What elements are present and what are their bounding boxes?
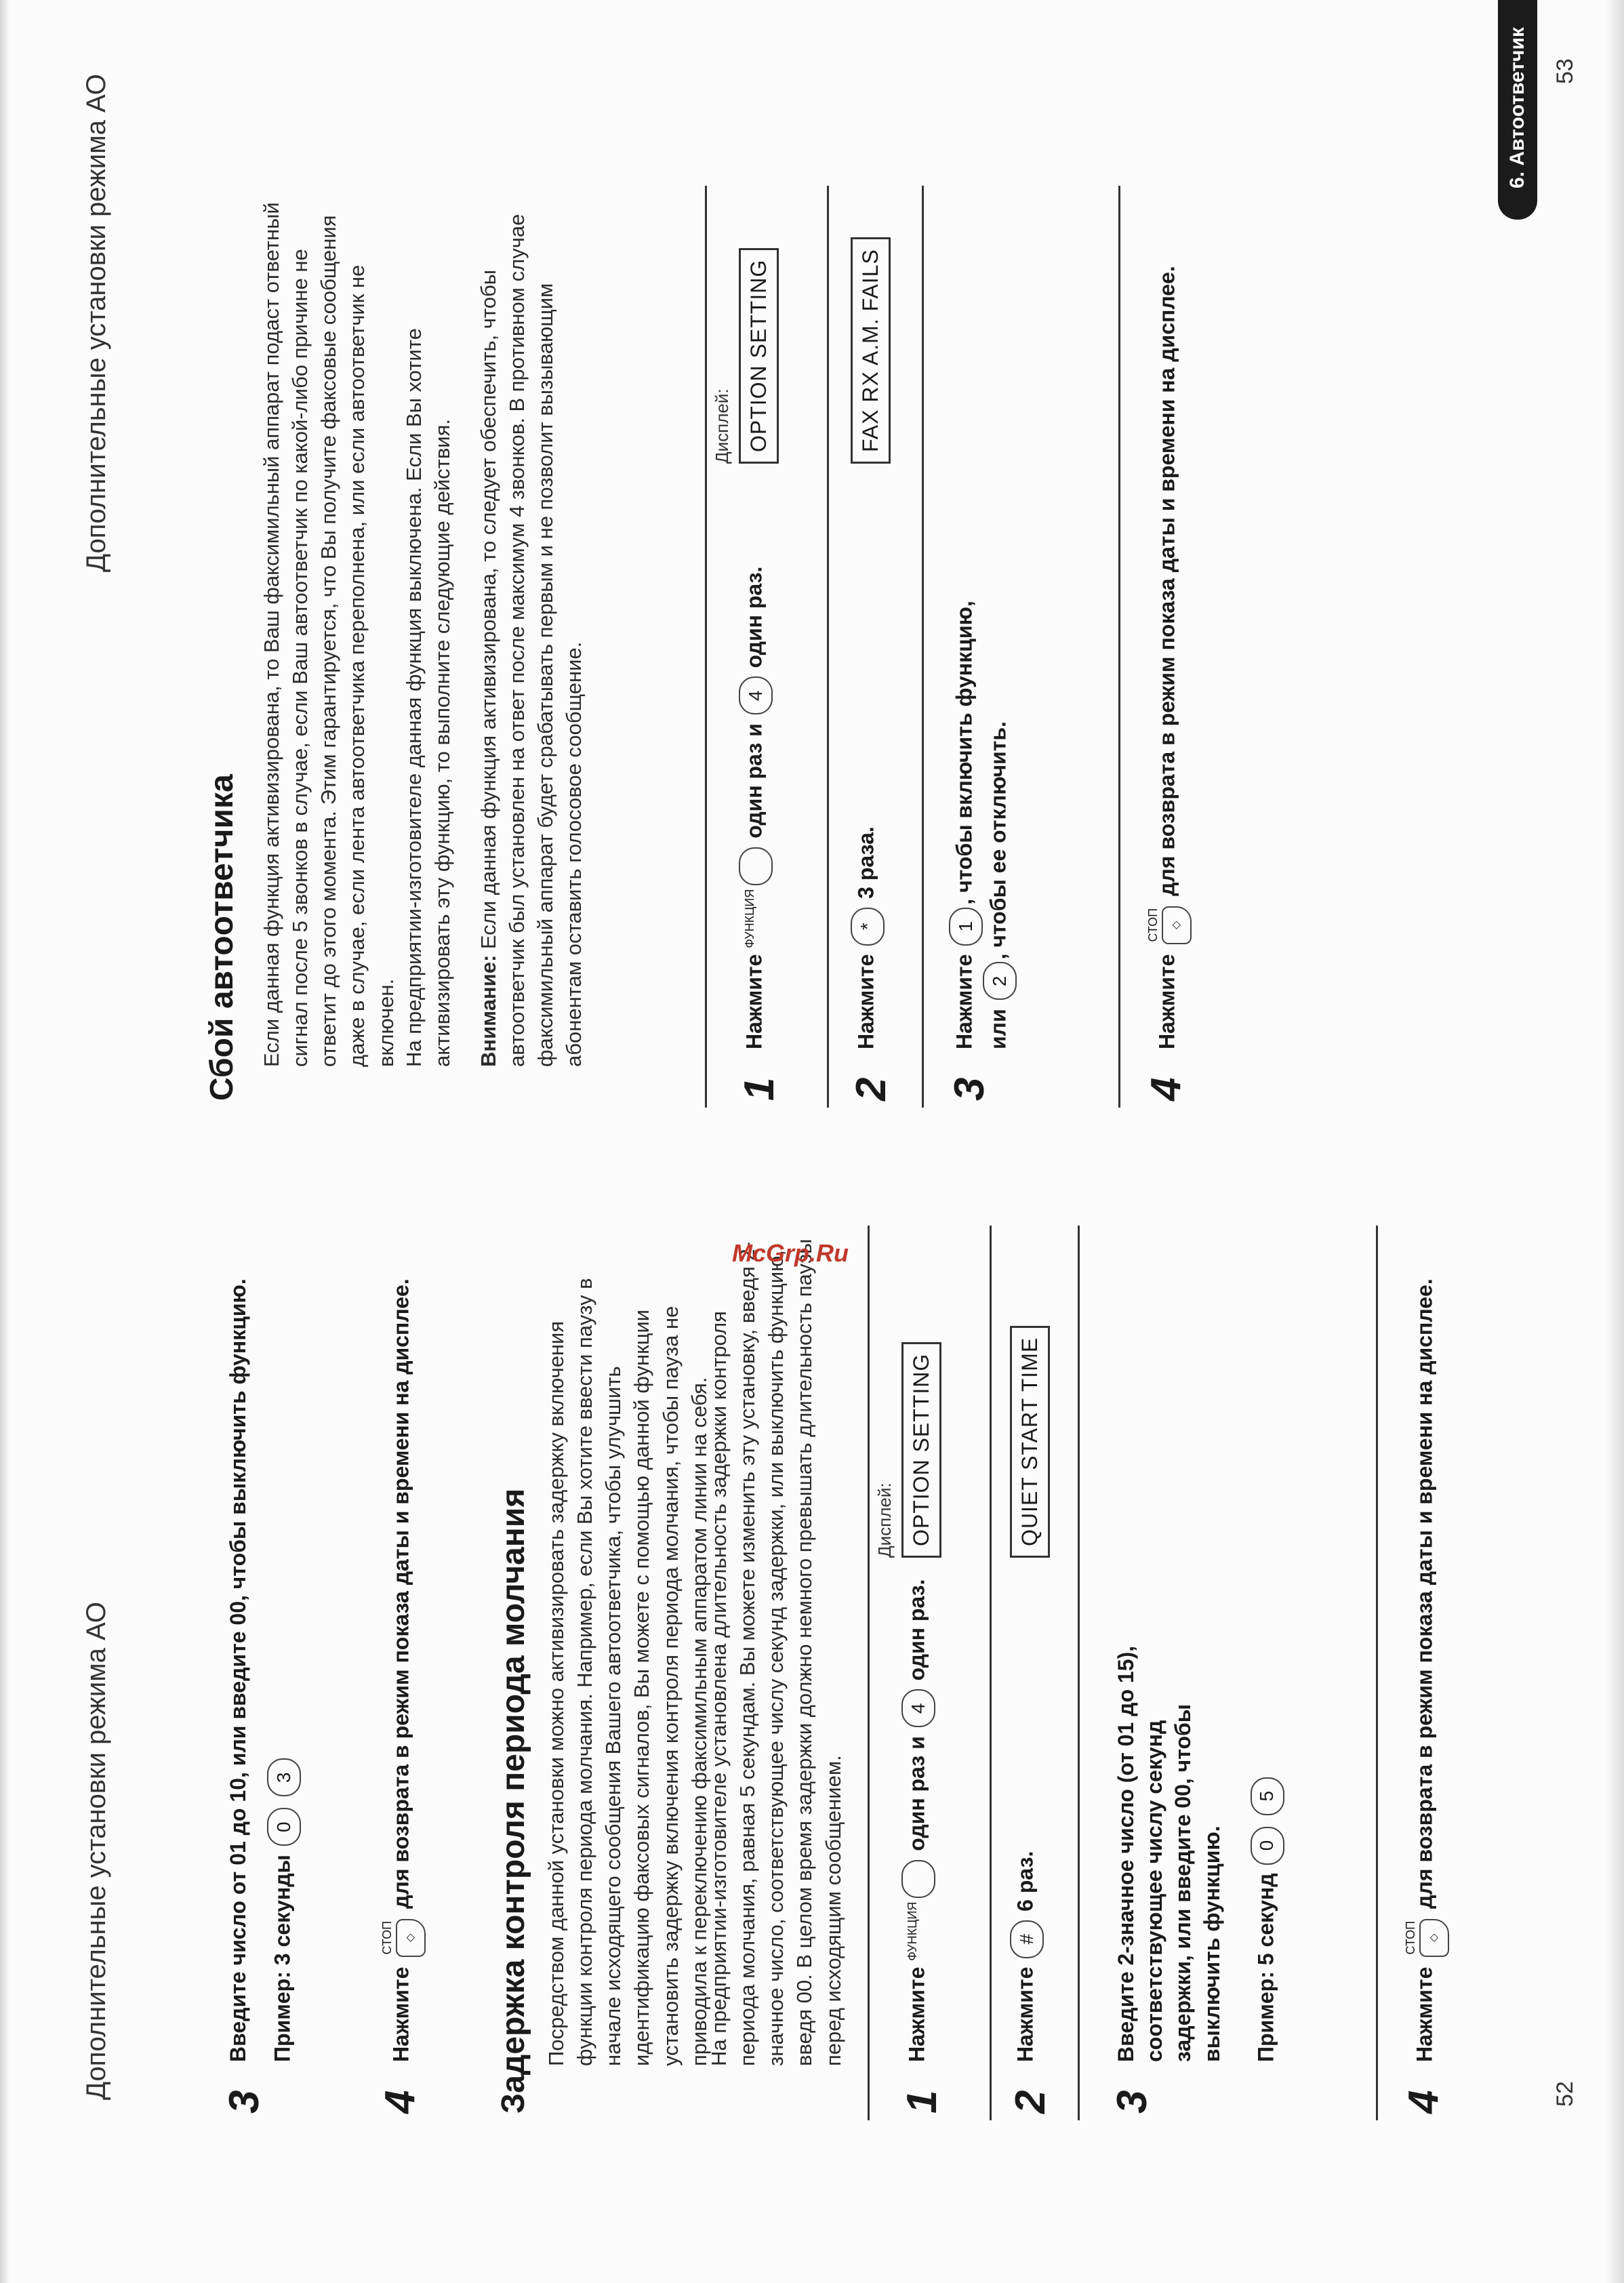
example-line [1251,1628,1284,2062]
step-pre: Нажмите [1013,1966,1038,2062]
lcd-display: OPTION SETTING [739,248,779,464]
step-pre: Нажмите [1154,954,1179,1049]
section-title-left: Задержка контроля периода молчания [495,1488,531,2114]
example-label: Пример: 3 секунды [270,1855,295,2062]
step-pre: Нажмите [1412,1966,1437,2062]
step-3-right [946,559,1017,1101]
step-number: 2 [848,1077,895,1101]
rule [827,186,829,1108]
example-label: Пример: 5 секунд [1253,1873,1278,2062]
key-4: 4 [739,676,773,714]
step-text: Введите 2-значное число (от 01 до 15), соответствующее числу секунд задержки, или введите 00, чтобы выключить функцию. [1114,1645,1224,2062]
lcd-display: QUIET START TIME [1010,1326,1050,1558]
step-text [739,567,773,1049]
running-head-left: Дополнительные установки режима АО [81,1602,111,2100]
function-key [739,847,773,885]
section-note-right [474,186,589,1067]
step-post: для возврата в режим показа даты и времени на дисплее. [388,1278,413,1909]
stop-button-icon: СТОП ◇ [1403,1919,1449,1957]
step-number: 4 [1400,2090,1447,2114]
step-post: для возврата в режим показа даты и времени на дисплее. [1154,266,1179,896]
step-text [901,1579,935,2062]
stop-label: СТОП [1146,908,1160,942]
section-para-1-left: Посредством данной установки можно активизировать задержку включения функции контроля периода молчания. Например, если Вы хотите ввести паузу в начале исходящего сообщения Вашего автоответчика, чтобы улучшить идентификацию факсовых сигналов, Вы можете с помощью данной функции установить задержку включения контроля периода молчания, чтобы пауза не приводила к переключению факсимильным аппаратом линии на себя. [544,1278,711,2066]
step-pre: Нажмите [742,954,767,1049]
step-text [1403,1278,1449,2062]
stop-label: СТОП [1404,1920,1417,1955]
section-para-1-right: Если данная функция активизирована, то Ваш факсимильный аппарат подаст ответный сигнал после 5 звонков в случае, если Ваш автоответчик по какой-либо причине не ответит до этого момента. Этим гарантируется, что Вы получите факсовые сообщения даже в случае, если лента автоответчика переполнена, или если автоответчик не включен. [260,202,398,1067]
function-key [901,1860,935,1898]
step-post: один раз. [742,566,767,668]
stop-label: СТОП [380,1920,394,1955]
page-52 [0,1142,1624,2283]
step-number: 4 [377,2090,424,2114]
step-4-right [1145,220,1192,1101]
step-number: 3 [946,1077,993,1101]
step-post: 3 раза. [853,826,878,899]
rule [1078,1226,1080,2120]
step-number: 4 [1143,1077,1190,1101]
note-text: Если данная функция активизирована, то следует обеспечить, чтобы автоответчик был установлен на ответ после максимум 4 звонков. В противном случае факсимильный аппарат будет срабатывать первым и не позволит вызывающим абонентам оставить голосовое сообщение. [476,214,586,1067]
step-post: для возврата в режим показа даты и времени на дисплее. [1412,1278,1437,1909]
function-label: ФУНКЦИЯ [742,889,756,948]
step-3-left [1109,1300,1284,2114]
step-4-top [377,1232,426,2114]
section-para-2-left: На предприятии-изготовителе установлена длительность задержки контроля периода молчания, равная 5 секундам. Вы можете изменить эту установку, введя 2-значное число, соответствующее числу секунд задержки, или выключить функцию, введя 00. В целом время задержки должно немного превышать длительность паузы перед исходящим сообщением. [707,1238,845,2066]
lcd-display: FAX RX A.M. FAILS [851,237,891,464]
step-number: 1 [736,1077,783,1101]
step-mid: один раз и [742,723,767,839]
note-label: Внимание: [476,954,500,1067]
step-text [1145,266,1192,1049]
key-4: 4 [901,1689,935,1727]
key-3: 3 [267,1758,301,1796]
rule [1118,186,1120,1108]
step-3-top [221,1232,301,2114]
watermark: McGrp.Ru [732,1239,849,1267]
running-head-right: Дополнительные установки режима АО [81,74,111,572]
step-text [380,1278,426,2062]
rule [868,1226,870,2120]
step-pre: Нажмите [952,954,977,1049]
section-title-right: Сбой автоответчика [204,774,240,1101]
step-2-right [848,559,895,1101]
stop-button-icon: СТОП ◇ [1145,906,1192,944]
page-number-right: 53 [1552,58,1578,84]
step-pre: Нажмите [388,1966,413,2062]
step-pre: Нажмите [904,1966,929,2062]
step-pre: Нажмите [853,954,878,1049]
rule [1376,1226,1378,2120]
step-number: 3 [221,2090,268,2114]
step-number: 2 [1007,2090,1054,2114]
step-mid: , чтобы включить функцию, или [952,601,1011,1049]
step-4-left [1400,1232,1449,2114]
stop-button-icon: СТОП ◇ [380,1919,426,1957]
rule [990,1226,992,2120]
step-post: один раз. [904,1579,929,1681]
key-2: 2 [983,962,1017,1000]
key-5: 5 [1251,1777,1284,1815]
key-asterisk: * [851,908,885,946]
step-text: Введите число от 01 до 10, или введите 00, чтобы выключить функцию. [226,1278,250,2062]
key-hash: # [1010,1920,1044,1958]
key-1: 1 [949,908,983,946]
rule [705,186,707,1108]
display-label-left: Дисплей: [874,1482,895,1558]
step-post: 6 раз. [1013,1851,1038,1912]
step-number: 3 [1109,2090,1156,2114]
step-1-right [736,559,783,1101]
section-para-2-right: На предприятии-изготовителе данная функция выключена. Если Вы хотите активизировать эту функцию, то выполните следующие действия. [402,328,455,1067]
rule [922,186,924,1108]
step-mid: один раз и [904,1736,929,1851]
step-text [1010,1851,1044,2062]
function-label: ФУНКЦИЯ [905,1901,919,1961]
step-text [949,575,1017,1049]
example-line [267,1278,301,2062]
key-0: 0 [1251,1827,1284,1865]
chapter-tab: 6. Автоответчик [1498,0,1537,220]
key-0: 0 [267,1808,301,1846]
page-number-left: 52 [1552,2081,1578,2107]
step-1-left [899,1571,946,2114]
step-2-left [1007,1571,1054,2114]
step-number: 1 [899,2090,946,2114]
step-text [851,826,885,1049]
display-label-right: Дисплей: [712,388,732,464]
step-post: , чтобы ее отключить. [986,721,1011,960]
lcd-display: OPTION SETTING [901,1342,941,1558]
